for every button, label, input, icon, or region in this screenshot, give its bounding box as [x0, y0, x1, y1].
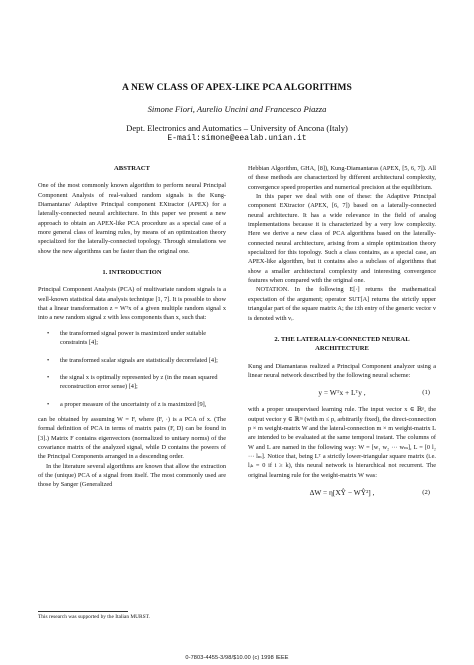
notation-paragraph: NOTATION. In the following E[·] returns the mathematical expectation of the argument; operator SUT[A] returns the strictly upper triangular part of the square matrix A; the i:th entry of the generic vector v is denoted with vᵢ.: [248, 286, 436, 322]
right-paragraph-1: Hebbian Algorithm, GHA, [8]), Kung-Diamantaras (APEX, [5, 6, 7]). All of these methods are characterized by different architectural complexity, convergence speed properties and numerical precision at the equilibrium.: [248, 165, 436, 191]
footnote-rule: [38, 611, 128, 612]
section-2-heading: 2. THE LATERALLY-CONNECTED NEURAL ARCHITECTURE: [274, 335, 410, 353]
equation-1: [248, 387, 436, 398]
section-2-paragraph-1: Kung and Diamantaras realized a Principal Component analyzer using a linear neural network described by the following neural scheme:: [248, 362, 436, 379]
copyright-line: 0-7803-4455-3/98/$10.00 (c) 1998 IEEE: [185, 655, 289, 661]
equation-2-body: ΔW = η[XŶ − WŶ²] ,: [309, 487, 375, 497]
left-column: [38, 164, 226, 490]
equation-1-number: (1): [422, 389, 430, 397]
right-paragraph-2: In this paper we deal with one of these: the Adaptive Principal component EXtractor (APEX, [6, 7]) based on a laterally-connected neural architecture. It has a wide relevance in the field of analog implementations because it is characterized by a very low complexity. Here we derive a new class of PCA algorithms based on the laterally-connected neural architecture, arising from a simple optimization theory specialized for this topology. Such a class contains, as a special case, an APEX-like algorithm, but it contains also a subclass of algorithms that show a smaller architectural complexity and interesting convergence features when compared with the original one.: [248, 193, 436, 285]
intro-paragraph-3: In the literature several algorithms are known that allow the extraction of the (unique) PCA of a signal from itself. The most commonly used are those by Sanger (Generalized: [38, 462, 226, 489]
list-item: • the signal x is optimally represented by z (in the mean squared reconstruction error sense) [4];: [47, 373, 218, 391]
list-item: • the transformed scalar signals are statistically decorrelated [4];: [47, 356, 218, 364]
abstract-text: One of the most commonly known algorithm to perform neural Principal Component Analysis of real-valued random signals is the Kung-Diamantaras' Adaptive Principal component EXtractor (APEX) for a laterally-connected neural architecture. In this paper we present a new approach to obtain an APEX-like PCA procedure as a special case of a more general class of learning rules, by means of an optimization theory specialized for the laterally-connected topology. Through simulations we show the new algorithms can be faster than the original one.: [38, 182, 226, 255]
list-item: • a proper measure of the uncertainty of z is maximized [9],: [47, 400, 207, 408]
contact-email: E-mail:simone@eealab.unian.it: [167, 134, 307, 143]
abstract-heading: ABSTRACT: [114, 165, 150, 172]
bullet-icon: •: [47, 373, 50, 381]
section-2-paragraph-2: with a proper unsupervised learning rule. The input vector x ∈ ℝᵖ, the output vector y ∈ ℝᵐ (with m ≤ p, arbitrarily fixed), the direct-connection p × m weight-matrix W and the lateral-connection m × m weight-matrix L are intended to be evaluated at the same temporal instant. The columns of W and L are named in the following way: W = [w₁ w₂ ··· wₘ], L = [0 l₂ ··· lₘ]. Notice that, being Lᵀ a strictly lower-triangular square matrix (i.e. lᵢₖ = 0 if i ≥ k), this neural network is hierarchical not recurrent. The original learning rule for the weight-matrix W was:: [248, 406, 436, 479]
intro-paragraph-1: Principal Component Analysis (PCA) of multivariate random signals is a well-known statistical data analysis technique [1, 7]. It is possible to show that a linear transformation z = Wᵀx of a given multiple random signal x into a new random signal z with less components than x, such that:: [38, 286, 226, 322]
introduction-heading: 1. INTRODUCTION: [102, 269, 162, 277]
paper-title: A NEW CLASS OF APEX-LIKE PCA ALGORITHMS: [122, 82, 352, 93]
bullet-icon: •: [47, 356, 50, 364]
footnote: This research was supported by the Italian MURST.: [38, 614, 150, 620]
list-item: • the transformed signal power is maximized under suitable constraints [4];: [47, 329, 207, 347]
author-list: Simone Fiori, Aurelio Uncini and Francesco Piazza: [147, 104, 327, 114]
affiliation: Dept. Electronics and Automatics – University of Ancona (Italy): [126, 123, 348, 133]
right-column: [248, 164, 436, 505]
property-list: [38, 329, 226, 409]
equation-2-number: (2): [422, 488, 430, 496]
equation-1-body: y = Wᵀx + Lᵀy ,: [318, 388, 366, 398]
intro-paragraph-2: can be obtained by assuming W = F, where (F, ·) is a PCA of x. (The formal definition of PCA in terms of matrix pairs (F, D) can be found in [3].) Matrix F contains eigenvectors (normalized to unitary norms) of the covariance matrix of the analyzed signal, while D contains the powers of the Principal Components arranged in a descending order.: [38, 415, 226, 461]
bullet-icon: •: [47, 329, 50, 337]
bullet-icon: •: [47, 400, 50, 408]
equation-2: [248, 487, 436, 498]
